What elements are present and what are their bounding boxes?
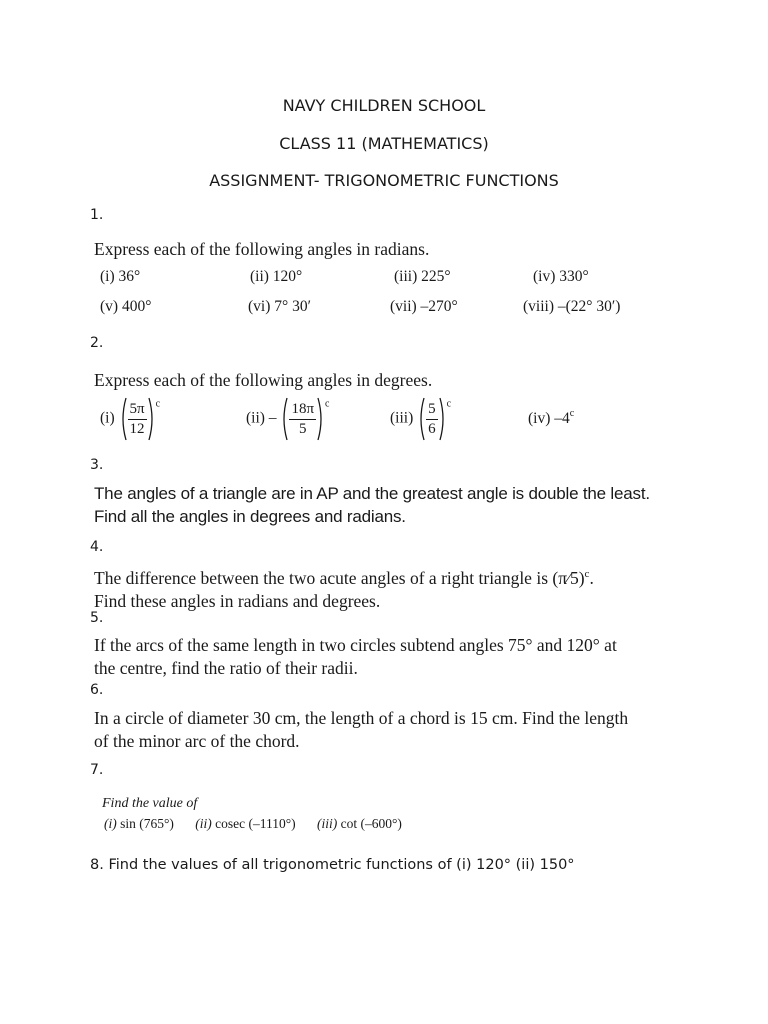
fraction <box>288 400 317 439</box>
q6-line-2: of the minor arc of the chord. <box>94 731 300 751</box>
q1-option: (i) 36° <box>100 268 141 285</box>
q6-number: 6. <box>90 682 104 698</box>
q1-number: 1. <box>90 207 104 223</box>
denominator: 6 <box>428 420 436 437</box>
numerator: 5 <box>426 400 438 420</box>
left-paren-icon <box>417 396 425 442</box>
q2-option-3 <box>390 396 451 442</box>
q6-line-1: In a circle of diameter 30 cm, the length of a chord is 15 cm. Find the length <box>94 708 629 728</box>
option-label: (i) <box>100 409 115 427</box>
q1-option: (v) 400° <box>100 298 152 315</box>
left-paren-icon <box>119 396 127 442</box>
q4-line-1-end: . <box>589 568 594 588</box>
q4-line-1-text: The difference between the two acute angles of a right triangle is (π⁄5) <box>94 568 585 588</box>
denominator: 5 <box>298 420 307 437</box>
fraction <box>127 400 148 439</box>
q1-option: (vi) 7° 30′ <box>248 298 311 315</box>
q4-line-2: Find these angles in radians and degrees. <box>94 591 381 611</box>
q4-text <box>94 563 594 613</box>
q5-text <box>94 634 617 680</box>
q6-text <box>94 707 628 753</box>
radian-superscript: c <box>325 398 330 410</box>
numerator: 5π <box>128 400 147 420</box>
left-paren-icon <box>280 396 288 442</box>
q3-text <box>94 482 650 528</box>
denominator: 12 <box>129 420 145 437</box>
q1-text: Express each of the following angles in radians. <box>94 239 430 259</box>
right-paren-icon <box>148 396 156 442</box>
fraction <box>425 400 439 439</box>
q3-line-2: Find all the angles in degrees and radians. <box>94 507 406 526</box>
q7-options <box>104 816 402 832</box>
q4-number: 4. <box>90 539 104 555</box>
q2-option-1 <box>100 396 160 442</box>
q1-option: (iv) 330° <box>533 268 589 285</box>
q1-option: (ii) 120° <box>250 268 303 285</box>
q2-number: 2. <box>90 335 104 351</box>
radian-superscript: c <box>569 408 575 419</box>
q7-option-expr: cot (–600°) <box>340 816 402 831</box>
q8-text: 8. Find the values of all trigonometric functions of (i) 120° (ii) 150° <box>90 857 575 873</box>
option-label: (ii) – <box>246 409 277 427</box>
q1-option: (viii) –(22° 30′) <box>523 298 621 315</box>
q1-option: (iii) 225° <box>394 268 451 285</box>
q5-line-2: the centre, find the ratio of their radii. <box>94 658 358 678</box>
q5-number: 5. <box>90 610 104 626</box>
q2-text: Express each of the following angles in degrees. <box>94 370 433 390</box>
q3-number: 3. <box>90 457 104 473</box>
class-title: CLASS 11 (MATHEMATICS) <box>279 134 489 153</box>
radian-superscript: c <box>584 568 590 580</box>
radian-superscript: c <box>155 398 161 410</box>
q5-line-1: If the arcs of the same length in two circles subtend angles 75° and 120° at <box>94 635 617 655</box>
option-label: (iii) <box>390 409 414 427</box>
q3-line-1: The angles of a triangle are in AP and the greatest angle is double the least. <box>94 484 650 503</box>
right-paren-icon <box>317 396 325 442</box>
q2-option-4 <box>528 408 574 428</box>
school-name: NAVY CHILDREN SCHOOL <box>282 96 486 115</box>
option-label: (iv) –4 <box>528 410 570 427</box>
q1-option: (vii) –270° <box>390 298 458 315</box>
q7-option-label: (ii) <box>195 816 212 831</box>
numerator: 18π <box>289 400 316 420</box>
q7-option-label: (iii) <box>317 816 338 831</box>
q7-option-expr: sin (765°) <box>120 816 174 831</box>
q4-line-1 <box>94 563 594 590</box>
q7-option-expr: cosec (–1110°) <box>215 816 296 831</box>
q7-option-label: (i) <box>104 816 117 831</box>
right-paren-icon <box>439 396 447 442</box>
q7-number: 7. <box>90 762 104 778</box>
assignment-title: ASSIGNMENT- TRIGONOMETRIC FUNCTIONS <box>209 171 559 190</box>
q7-title: Find the value of <box>102 796 198 811</box>
q2-option-2 <box>246 396 329 442</box>
radian-superscript: c <box>446 398 452 410</box>
